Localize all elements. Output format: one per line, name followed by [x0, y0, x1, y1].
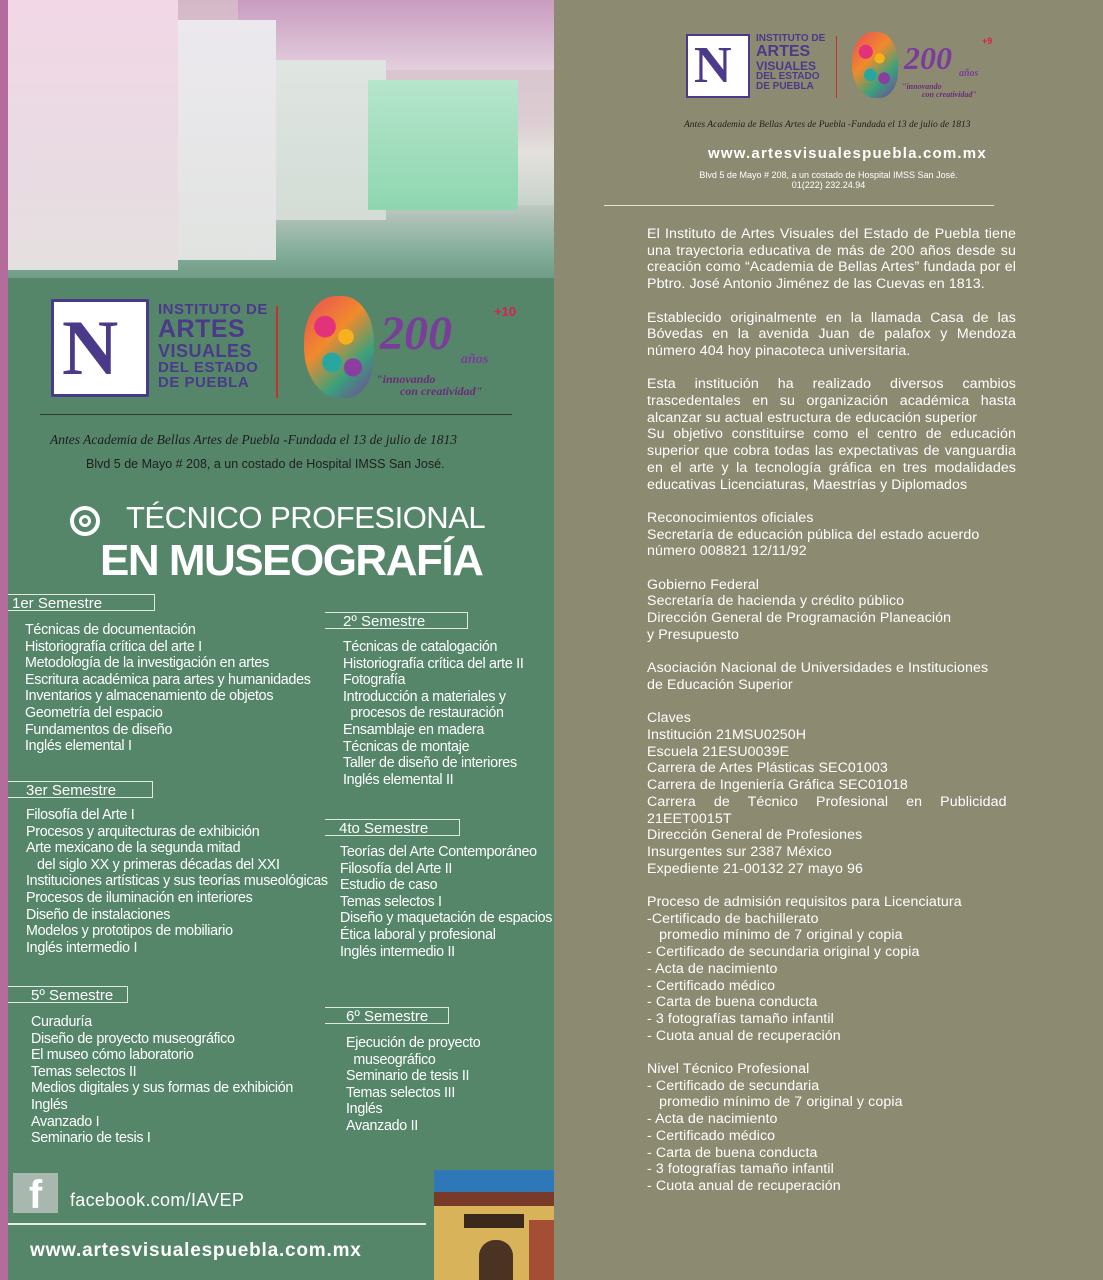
program-panel	[8, 0, 554, 1280]
course-item: Diseño de instalaciones	[26, 906, 171, 923]
course-item: procesos de restauración	[343, 705, 504, 722]
course-item: El museo cómo laboratorio	[31, 1047, 194, 1064]
course-item: Ensamblaje en madera	[343, 721, 485, 738]
tagline: Antes Academia de Bellas Artes de Puebla -Fundada el 13 de julio de 1813	[50, 432, 458, 447]
admission-tec-block	[647, 1061, 1016, 1195]
keys-line: Escuela 21ESU0039E	[647, 743, 790, 760]
course-item: Temas selectos II	[31, 1063, 137, 1080]
anniversary-word: años	[461, 352, 489, 367]
semester-1-title: 1er Semestre	[12, 595, 103, 612]
anniversary-slogan-small-2: con creatividad"	[922, 90, 977, 99]
institute-name-small-line1: INSTITUTO DE	[756, 33, 826, 44]
admission-tec-item: - Cuota anual de recuperación	[647, 1177, 841, 1194]
institute-name-line5: DE PUEBLA	[158, 374, 250, 391]
course-item: Técnicas de catalogación	[343, 639, 498, 655]
keys-block	[647, 710, 1016, 877]
course-item: Taller de diseño de interiores	[343, 755, 517, 772]
keys-line: Dirección General de Profesiones	[647, 827, 863, 844]
semester-5-courses	[31, 1014, 293, 1147]
keys-heading: Claves	[647, 710, 691, 727]
recognitions-heading: Reconocimientos oficiales	[647, 509, 814, 526]
intro-paragraph: El Instituto de Artes Visuales del Estado de Puebla tiene una trayectoria educativa de más de 200 años desde su creación como “Academia de Bellas Artes” fundada por el Pbtro. José Antonio Jiménez de las Cuevas en 1813.	[647, 226, 1016, 293]
institute-name-small-line4: DEL ESTADO	[756, 71, 820, 82]
anniversary-slogan-small-1: "innovando	[902, 82, 942, 91]
course-item: Historiografía crítica del arte II	[343, 655, 524, 672]
left-accent-stripe	[0, 0, 8, 1280]
course-item: Geometría del espacio	[25, 704, 163, 721]
course-item: Modelos y prototipos de mobiliario	[26, 923, 233, 940]
admission-tec-item: - Acta de nacimiento	[647, 1111, 778, 1128]
admission-tec-item: - Certificado de secundaria	[647, 1077, 820, 1094]
semester-2-courses	[343, 639, 524, 788]
admission-lic-item: - Cuota anual de recuperación	[647, 1027, 841, 1044]
facebook-icon[interactable]: f	[13, 1173, 58, 1213]
semester-5-title: 5º Semestre	[31, 987, 114, 1004]
course-item: Ejecución de proyecto	[346, 1035, 481, 1051]
federal-block	[647, 577, 1016, 644]
admission-lic-block	[647, 894, 1016, 1044]
phone: 01(222) 232.24.94	[791, 180, 866, 190]
admission-tec-item: - Carta de buena conducta	[647, 1144, 818, 1161]
keys-line: Institución 21MSU0250H	[647, 727, 807, 743]
association-line: Asociación Nacional de Universidades e Instituciones	[647, 660, 989, 677]
admission-lic-item: promedio mínimo de 7 original y copia	[647, 927, 903, 944]
institute-name	[158, 302, 268, 390]
course-item: Técnicas de documentación	[25, 622, 196, 638]
anniversary-word-small: años	[959, 68, 979, 79]
course-item: Avanzado I	[31, 1113, 100, 1130]
anniversary-number: 200	[380, 307, 452, 360]
semester-6-label	[325, 1007, 449, 1024]
course-item: Inglés elemental I	[25, 738, 132, 755]
association-block	[647, 660, 1016, 693]
footer-rule	[8, 1223, 426, 1225]
anniversary-plus-small: +9	[982, 36, 993, 46]
anniversary-number-small: 200	[904, 40, 952, 76]
course-item: Técnicas de montaje	[343, 738, 470, 755]
course-item: Diseño de proyecto museográfico	[31, 1030, 235, 1047]
course-item: Seminario de tesis I	[31, 1130, 151, 1147]
course-item: Instituciones artísticas y sus teorías museológicas	[26, 873, 328, 890]
course-item: Inglés intermedio I	[26, 939, 138, 956]
course-item: Procesos de iluminación en interiores	[26, 889, 253, 906]
anniversary-slogan-1: "innovando	[376, 372, 436, 386]
recognitions-line: número 008821 12/11/92	[647, 543, 807, 560]
logo-divider-small	[836, 36, 837, 98]
tagline-small: Antes Academia de Bellas Artes de Puebla -Fundada el 13 de julio de 1813	[684, 120, 971, 130]
institute-name-line2: ARTES	[158, 315, 246, 343]
course-item: Fundamentos de diseño	[25, 721, 173, 738]
institute-name-small-line3: VISUALES	[756, 59, 817, 73]
course-item: Temas selectos I	[340, 893, 442, 910]
institute-name-small-line2: ARTES	[756, 43, 811, 60]
keys-line: 21EET0015T	[647, 810, 732, 827]
program-title-line1: TÉCNICO PROFESIONAL	[126, 500, 486, 535]
course-item: Filosofía del Arte II	[340, 860, 453, 877]
anniversary-head-icon	[304, 296, 374, 398]
course-item: Ética laboral y profesional	[340, 926, 496, 943]
keys-line: Carrera de Ingeniería Gráfica SEC01018	[647, 777, 908, 794]
established-paragraph: Establecido originalmente en la llamada Casa de las Bóvedas en la avenida Juan de palafox y Mendoza número 404 hoy pinacoteca universitaria.	[647, 309, 1016, 359]
federal-line: y Presupuesto	[647, 626, 739, 643]
admission-tec-heading: Nivel Técnico Profesional	[647, 1061, 810, 1078]
website-link[interactable]: www.artesvisualespuebla.com.mx	[708, 145, 987, 162]
facebook-link[interactable]: facebook.com/IAVEP	[70, 1190, 245, 1210]
course-item: Introducción a materiales y	[343, 688, 506, 705]
admission-lic-item: - Carta de buena conducta	[647, 994, 818, 1011]
objective-paragraph: Su objetivo constituirse como el centro de educación superior que cobra todas las expectativas de vanguardia en el arte y la tecnología gráfica en tres modalidades educativas Licenciaturas, Maestrías y Diplomados	[647, 426, 1016, 493]
iav-logo-icon: N	[686, 34, 750, 98]
anniversary-slogan-2: con creatividad"	[400, 384, 483, 398]
program-title-line2: EN MUSEOGRAFÍA	[100, 536, 483, 585]
course-item: Filosofía del Arte I	[26, 807, 135, 823]
changes-paragraph: Esta institución ha realizado diversos cambios trascedentales en su organización académica hasta alcanzar su actual estructura de educación superior	[647, 376, 1016, 426]
admission-lic-item: -Certificado de bachillerato	[647, 910, 819, 927]
semester-3-label	[8, 781, 153, 798]
course-item: Teorías del Arte Contemporáneo	[340, 844, 537, 860]
course-item: Temas selectos III	[346, 1084, 456, 1101]
semester-3-courses	[26, 807, 328, 956]
course-item: Diseño y maquetación de espacios	[340, 910, 553, 927]
school-building-photo	[434, 1170, 554, 1280]
semester-1-label	[8, 594, 155, 611]
course-item: Metodología de la investigación en artes	[25, 655, 269, 672]
address: Blvd 5 de Mayo # 208, a un costado de Hospital IMSS San José.	[86, 457, 445, 471]
institute-name-line4: DEL ESTADO	[158, 359, 259, 376]
admission-lic-item: - Acta de nacimiento	[647, 960, 778, 977]
iav-logo-icon: N	[51, 299, 149, 397]
admission-tec-item: promedio mínimo de 7 original y copia	[647, 1094, 903, 1111]
anniversary-head-icon-small	[852, 32, 898, 98]
course-item: Procesos y arquitecturas de exhibición	[26, 823, 260, 840]
semester-2-label	[325, 612, 468, 629]
admission-lic-item: - Certificado de secundaria original y copia	[647, 944, 920, 961]
course-item: Inglés elemental II	[343, 771, 454, 788]
keys-line: Expediente 21-00132 27 mayo 96	[647, 860, 863, 877]
header-rule	[40, 414, 512, 415]
course-item: Avanzado II	[346, 1117, 418, 1134]
course-item: del siglo XX y primeras décadas del XXI	[26, 856, 280, 873]
course-item: Arte mexicano de la segunda mitad	[26, 840, 241, 857]
admission-lic-heading: Proceso de admisión requisitos para Licenciatura	[647, 894, 962, 911]
course-item: Inglés intermedio II	[340, 943, 455, 960]
semester-6-courses	[346, 1035, 480, 1135]
federal-line: Secretaría de hacienda y crédito público	[647, 593, 905, 610]
gallery-photo	[8, 0, 554, 278]
keys-line: Carrera de Artes Plásticas SEC01003	[647, 760, 888, 777]
keys-line: Carrera de Técnico Profesional en Publicidad	[647, 793, 1007, 810]
semester-2-title: 2º Semestre	[343, 613, 426, 630]
institute-name-small-line5: DE PUEBLA	[756, 81, 814, 92]
semester-1-courses	[25, 622, 311, 755]
course-item: Inventarios y almacenamiento de objetos	[25, 688, 274, 705]
website-link-footer[interactable]: www.artesvisualespuebla.com.mx	[30, 1240, 362, 1261]
keys-line: Insurgentes sur 2387 México	[647, 843, 832, 860]
course-item: museográfico	[346, 1051, 436, 1068]
semester-6-title: 6º Semestre	[346, 1008, 429, 1025]
semester-5-label	[8, 986, 128, 1003]
course-item: Escritura académica para artes y humanidades	[25, 671, 311, 688]
association-line: de Educación Superior	[647, 676, 793, 693]
address-small: Blvd 5 de Mayo # 208, a un costado de Hospital IMSS San José.	[699, 170, 958, 180]
recognitions-line: Secretaría de educación pública del estado acuerdo	[647, 526, 980, 543]
semester-4-courses	[340, 844, 552, 960]
course-item: Medios digitales y sus formas de exhibición	[31, 1080, 294, 1097]
institute-name-small	[756, 34, 825, 92]
admission-tec-item: - Certificado médico	[647, 1127, 776, 1144]
semester-4-label	[325, 819, 460, 836]
course-item: Historiografía crítica del arte I	[25, 638, 202, 655]
admission-tec-item: - 3 fotografías tamaño infantil	[647, 1161, 834, 1178]
admission-lic-item: - 3 fotografías tamaño infantil	[647, 1010, 834, 1027]
course-item: Seminario de tesis II	[346, 1068, 470, 1085]
target-icon	[70, 506, 100, 536]
info-body	[647, 226, 1016, 1211]
federal-heading: Gobierno Federal	[647, 576, 760, 593]
anniversary-plus: +10	[494, 304, 517, 319]
admission-lic-item: - Certificado médico	[647, 977, 776, 994]
course-item: Estudio de caso	[340, 877, 438, 894]
semester-3-title: 3er Semestre	[26, 782, 117, 799]
institute-name-line3: VISUALES	[158, 341, 253, 361]
info-rule	[604, 205, 994, 206]
info-panel	[554, 0, 1103, 1280]
course-item: Fotografía	[343, 672, 406, 689]
logo-divider	[276, 306, 278, 398]
institute-name-line1: INSTITUTO DE	[158, 301, 268, 318]
course-item: Inglés	[346, 1101, 383, 1118]
recognitions-block	[647, 510, 1016, 560]
semester-4-title: 4to Semestre	[339, 820, 429, 837]
course-item: Inglés	[31, 1096, 68, 1113]
federal-line: Dirección General de Programación Planeación	[647, 610, 952, 627]
course-item: Curaduría	[31, 1014, 92, 1030]
